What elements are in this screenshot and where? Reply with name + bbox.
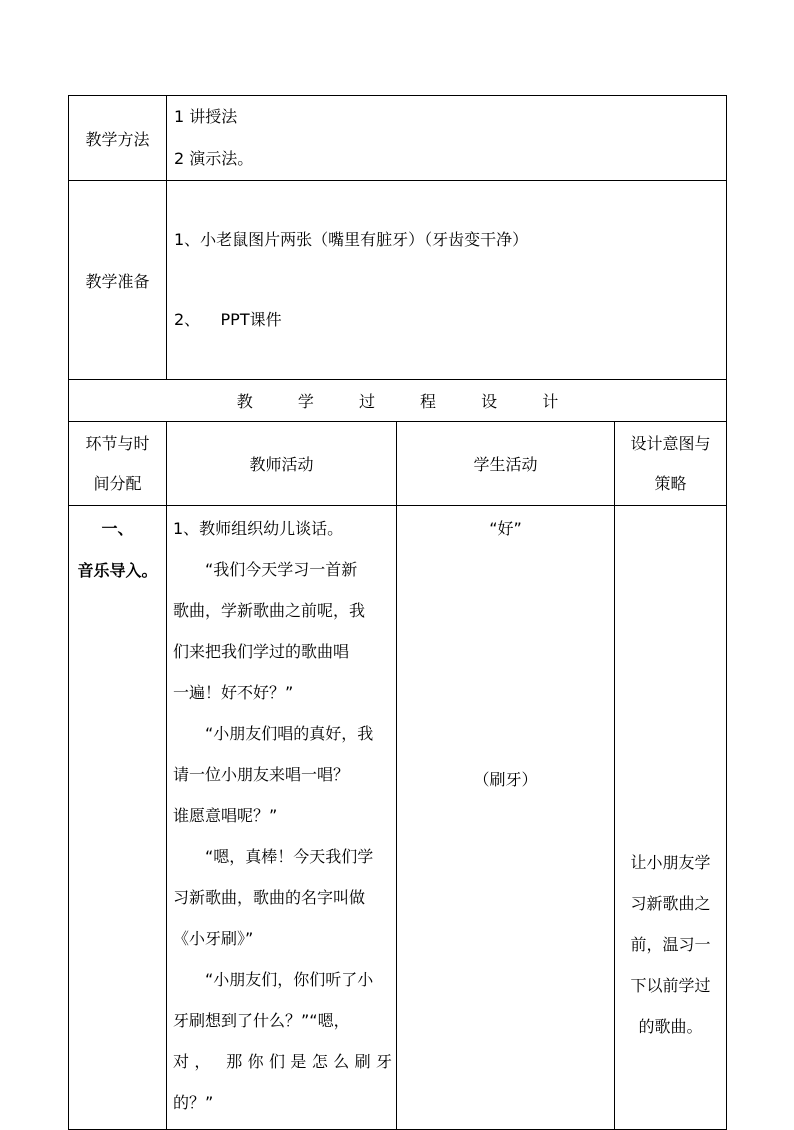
prep-item: 1、小老鼠图片两张（嘴里有脏牙）（牙齿变干净） — [174, 230, 529, 249]
teacher-line: 1、教师组织幼儿谈话。 — [173, 519, 344, 538]
student-spacer — [397, 549, 614, 759]
design-line: 下以前学过 — [630, 976, 711, 995]
teacher-line: 请一位小朋友来唱一唱？ — [173, 765, 350, 784]
stage-name: 音乐导入。 — [77, 561, 158, 580]
teacher-line: 习新歌曲，歌曲的名字叫做 — [173, 888, 366, 907]
stage-header-line: 环节与时 — [85, 433, 150, 453]
prep-item: 2、 PPT课件 — [174, 310, 282, 329]
lesson-plan-table — [68, 95, 727, 1130]
method-content — [167, 96, 727, 181]
design-header — [615, 422, 727, 506]
student-header: 学生活动 — [397, 422, 615, 506]
stage-header-line: 间分配 — [93, 473, 142, 493]
teacher-line: 牙刷想到了什么？”“嗯， — [173, 1011, 350, 1030]
teacher-line: 们来把我们学过的歌曲唱 — [173, 642, 350, 661]
design-line: 让小朋友学 — [630, 853, 711, 872]
stage-cell — [69, 506, 167, 1130]
teacher-line: 歌曲，学新歌曲之前呢，我 — [173, 601, 366, 620]
method-item: 1 讲授法 — [174, 107, 238, 126]
student-activity — [397, 506, 615, 1130]
design-line: 的歌曲。 — [638, 1017, 703, 1036]
method-item: 2 演示法。 — [174, 149, 254, 168]
header-row — [69, 422, 727, 506]
design-header-line: 策略 — [654, 473, 687, 493]
stage-header — [69, 422, 167, 506]
teacher-line: 对， 那你们是怎么刷牙 — [173, 1052, 392, 1071]
teacher-header: 教师活动 — [167, 422, 397, 506]
design-line: 前，温习一 — [630, 935, 711, 954]
teacher-line: 谁愿意唱呢？” — [173, 806, 278, 825]
process-title: 教 学 过 程 设 计 — [69, 380, 727, 422]
teacher-line: 一遍！好不好？” — [173, 683, 294, 702]
teacher-line: 《小牙刷》” — [173, 929, 254, 948]
prep-label: 教学准备 — [69, 181, 167, 380]
teacher-line: “小朋友们唱的真好，我 — [205, 724, 374, 743]
teacher-line: “嗯，真棒！今天我们学 — [205, 847, 374, 866]
prep-row — [69, 181, 727, 380]
student-line: （刷牙） — [473, 770, 538, 789]
process-title-row — [69, 380, 727, 422]
teacher-line: “我们今天学习一首新 — [205, 560, 358, 579]
teacher-line: 的？” — [173, 1093, 214, 1112]
stage-row — [69, 506, 727, 1130]
design-header-line: 设计意图与 — [630, 433, 711, 453]
method-label: 教学方法 — [69, 96, 167, 181]
method-row — [69, 96, 727, 181]
design-intent — [615, 506, 727, 1130]
teacher-activity — [167, 506, 397, 1130]
teacher-line: “小朋友们，你们听了小 — [205, 970, 374, 989]
design-line: 习新歌曲之 — [630, 894, 711, 913]
prep-content — [167, 181, 727, 380]
stage-number: 一、 — [101, 519, 134, 538]
student-line: “好” — [489, 519, 522, 538]
